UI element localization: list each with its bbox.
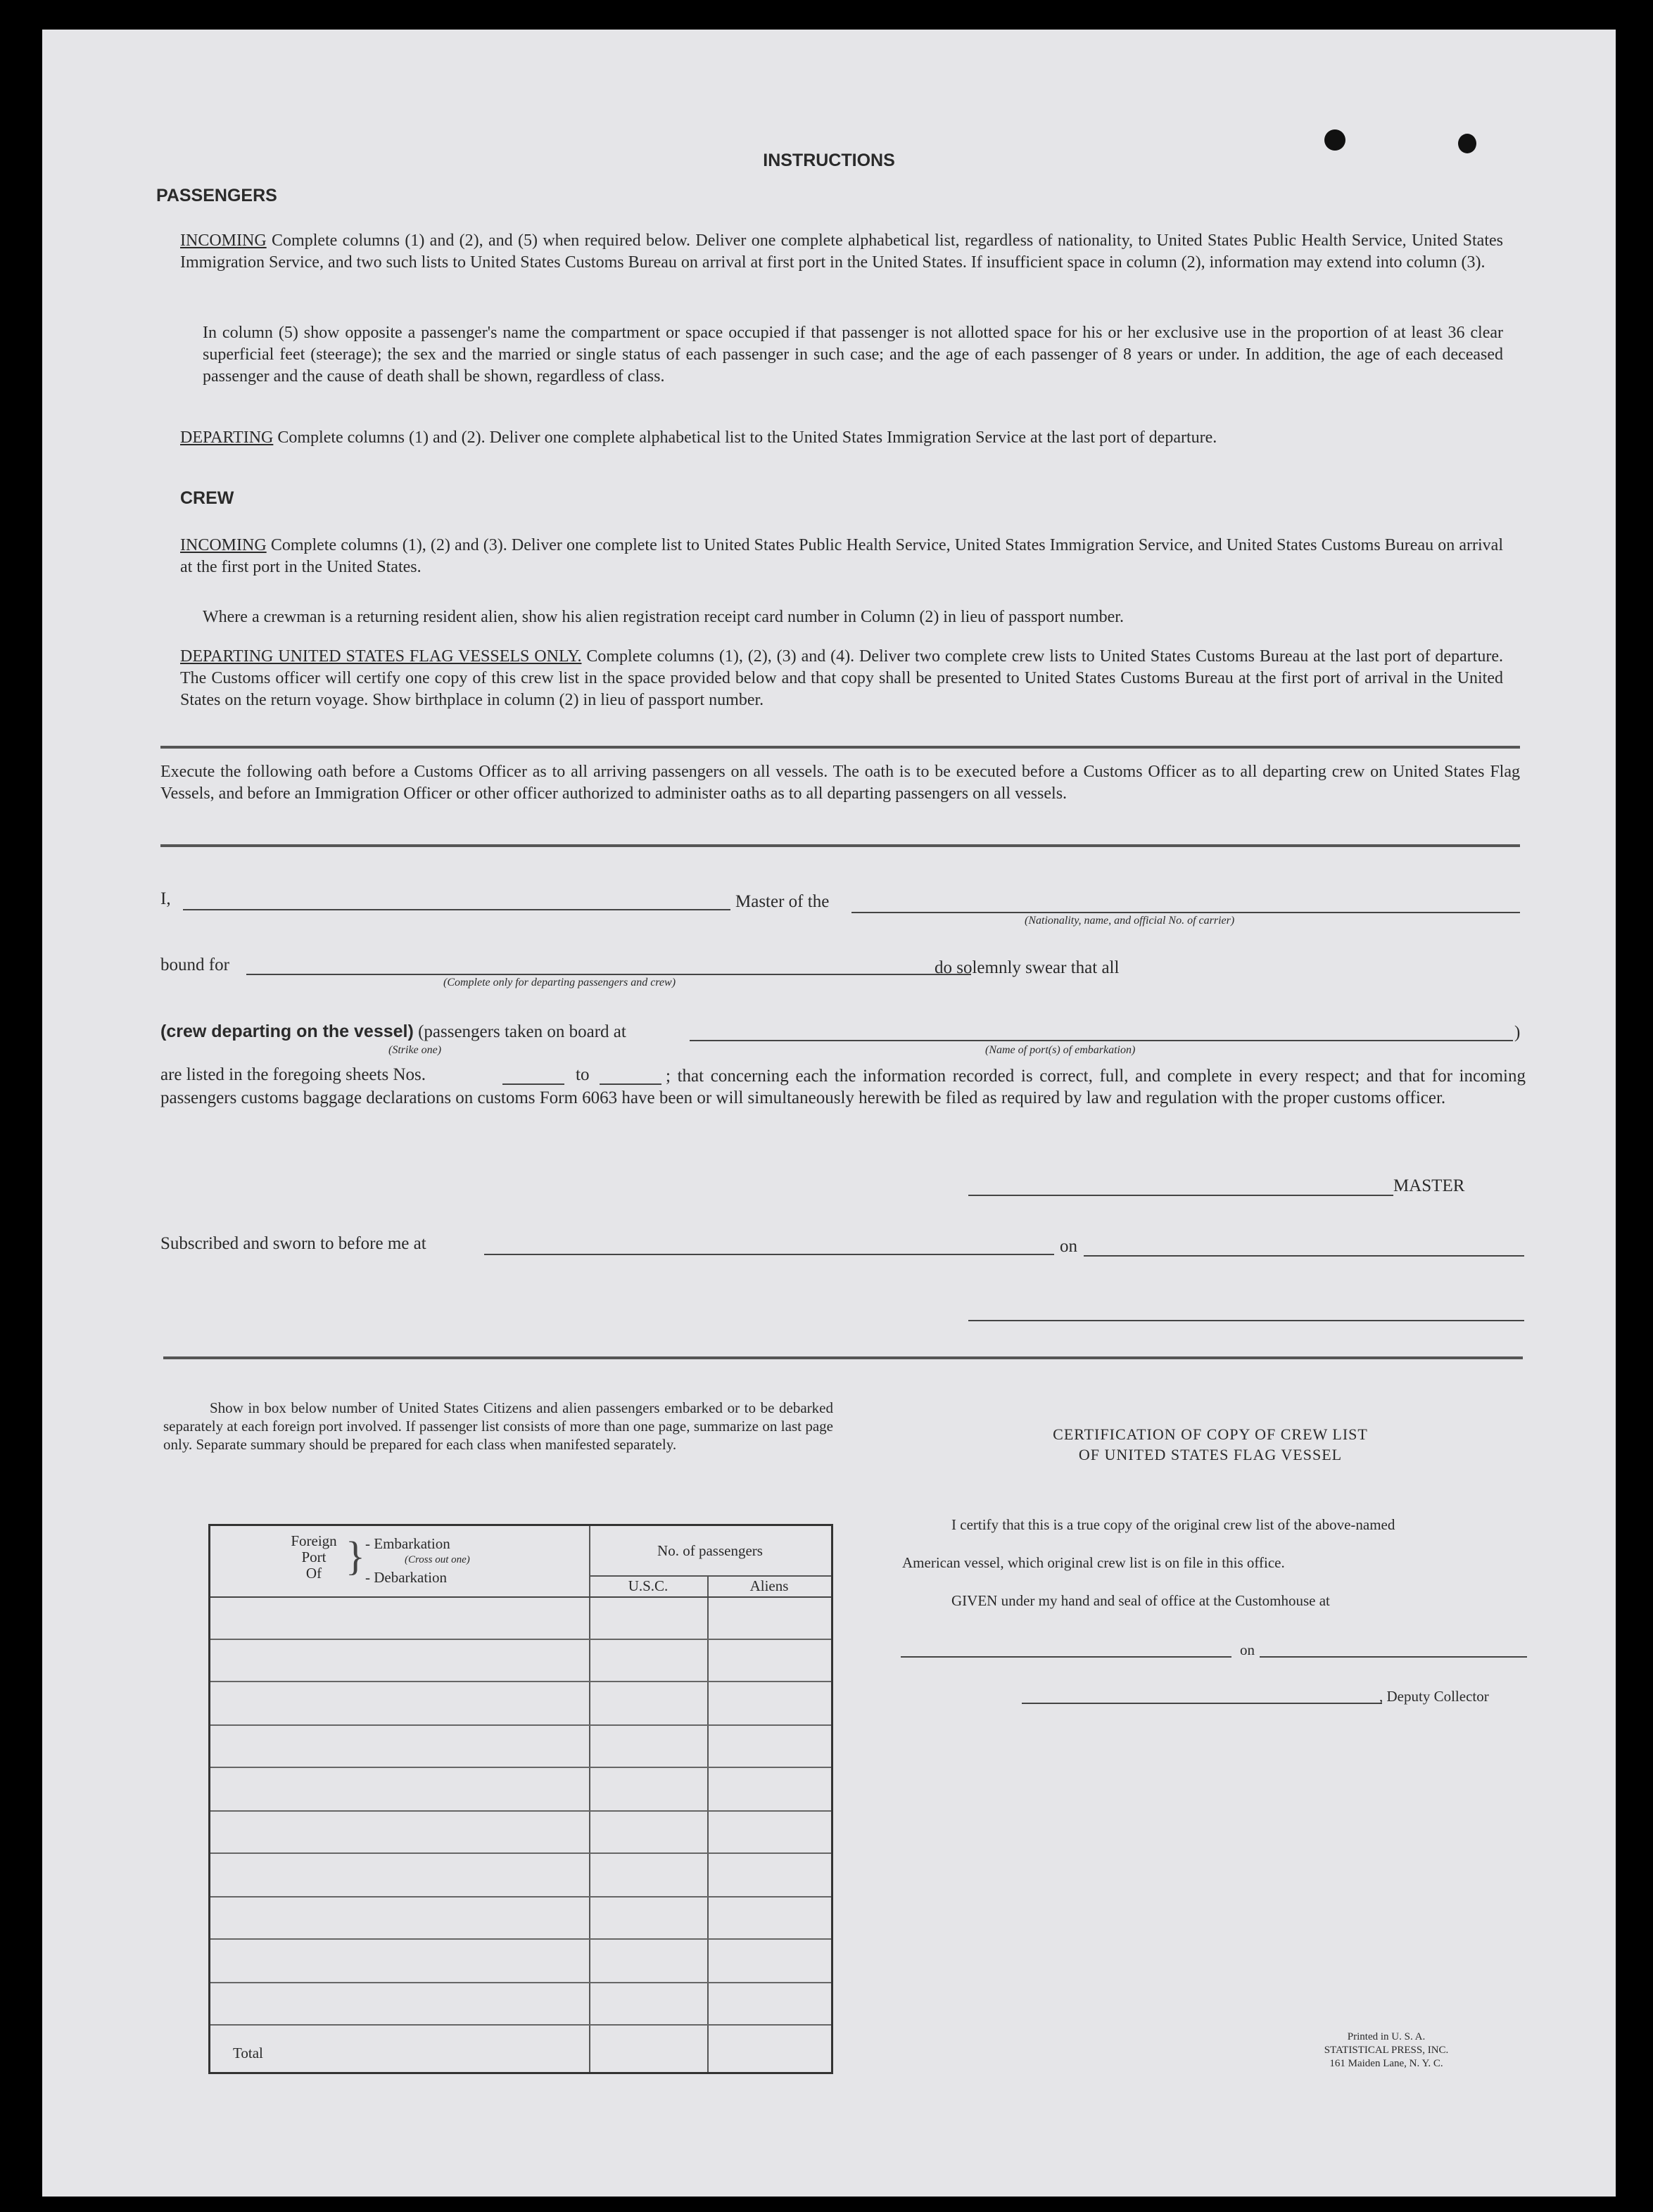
master-name-line[interactable] <box>183 909 730 910</box>
cross-out-caption: (Cross out one) <box>405 1554 470 1565</box>
usc-column-header: U.S.C. <box>628 1577 669 1594</box>
table-row-rule <box>210 2024 831 2026</box>
table-row-rule <box>210 1681 831 1682</box>
close-paren: ) <box>1514 1023 1521 1042</box>
bound-caption: (Complete only for departing passengers and crew) <box>443 977 676 989</box>
certification-on-label: on <box>1240 1641 1255 1658</box>
passengers-departing-text: Complete columns (1) and (2). Deliver one complete alphabetical list to the United States Immigration Service at the last port of departure. <box>277 428 1217 447</box>
subscribed-label: Subscribed and sworn to before me at <box>160 1234 426 1253</box>
printer-line-1: Printed in U. S. A. <box>1347 2031 1426 2042</box>
deputy-collector-line[interactable] <box>1022 1703 1382 1704</box>
crew-alien-paragraph: Where a crewman is a returning resident alien, show his alien registration receipt card number in Column (2) in lieu of passport number. <box>203 608 1124 626</box>
given-text: GIVEN under my hand and seal of office at the Customhouse at <box>951 1592 1330 1609</box>
table-header-rule <box>210 1596 831 1598</box>
oath-body-text: ; that concerning each the information recorded is correct, full, and complete in every respect; and that for incoming passengers customs baggage declarations on customs Form 6063 have been or will simultaneously herewith be filed as required by law and regulation with the proper customs officer. <box>160 1067 1526 1107</box>
table-divider-usc <box>707 1575 709 2072</box>
total-label: Total <box>233 2045 263 2061</box>
sheets-to-label: to <box>576 1065 590 1084</box>
crew-departing-label: DEPARTING UNITED STATES FLAG VESSELS ONLY. <box>180 647 582 666</box>
crew-departing-paragraph <box>180 646 1503 711</box>
summary-note: Show in box below number of United States Citizens and alien passengers embarked or to be debarked separately at each foreign port involved. If passenger list consists of more than one page, summarize on last page only. Separate summary should be prepared for each class when manifested separately. <box>163 1399 833 1453</box>
of-word: Of <box>305 1565 322 1582</box>
section-divider-3 <box>163 1356 1523 1359</box>
crew-incoming-text: Complete columns (1), (2) and (3). Deliver one complete list to United States Public Health Service, United States Immigration Service, and United States Customs Bureau on arrival at the first port in the United States. <box>180 536 1503 576</box>
master-signature-line[interactable] <box>968 1195 1393 1196</box>
no-of-passengers-header: No. of passengers <box>657 1542 763 1559</box>
master-of-label: Master of the <box>735 892 830 911</box>
bound-for-label: bound for <box>160 955 229 974</box>
passengers-incoming-paragraph <box>180 230 1503 274</box>
port-caption: (Name of port(s) of embarkation) <box>985 1044 1136 1056</box>
port-word: Port <box>301 1549 327 1565</box>
crew-incoming-label: INCOMING <box>180 536 267 554</box>
certify-line-2: American vessel, which original crew list is on file in this office. <box>902 1554 1285 1571</box>
table-row-rule <box>210 1938 831 1940</box>
table-row-rule <box>210 1639 831 1640</box>
foreign-port-of-label <box>289 1533 338 1582</box>
subscribed-date-line[interactable] <box>1084 1255 1524 1257</box>
certification-title-line-1: CERTIFICATION OF COPY OF CREW LIST <box>1053 1425 1368 1443</box>
section-divider-1 <box>160 746 1520 749</box>
page-title: INSTRUCTIONS <box>763 151 895 170</box>
oath-i-label: I, <box>160 889 171 908</box>
certification-date-line[interactable] <box>1260 1656 1527 1658</box>
oath-body <box>160 1065 1526 1109</box>
passengers-column5-paragraph: In column (5) show opposite a passenger's name the compartment or space occupied if that passenger is not allotted space for his or her exclusive use in the proportion of at least 36 clear superficial feet (steerage); the sex and the married or single status of each passenger in such case; and the age of each passenger of 8 years or under. In addition, the age of each deceased passenger and the cause of death shall be shown, regardless of class. <box>203 324 1503 386</box>
certification-title-line-2: OF UNITED STATES FLAG VESSEL <box>1078 1446 1343 1463</box>
passengers-heading: PASSENGERS <box>156 186 277 205</box>
embarkation-port-line[interactable] <box>690 1040 1513 1041</box>
passengers-incoming-label: INCOMING <box>180 231 267 250</box>
aliens-column-header: Aliens <box>749 1577 789 1594</box>
certification-title <box>901 1424 1520 1465</box>
printer-line-2: STATISTICAL PRESS, INC. <box>1324 2045 1449 2056</box>
strike-caption: (Strike one) <box>388 1044 442 1056</box>
officer-signature-line[interactable] <box>968 1320 1524 1321</box>
master-signature-label: MASTER <box>1393 1176 1465 1195</box>
table-row-rule <box>210 1810 831 1812</box>
passengers-departing-label: DEPARTING <box>180 428 274 447</box>
passengers-departing-paragraph <box>180 427 1503 449</box>
crew-passengers-line <box>160 1022 626 1042</box>
oath-instructions: Execute the following oath before a Customs Officer as to all arriving passengers on all vessels. The oath is to be executed before a Customs Officer as to all departing crew on United States Flag Vessels, and before an Immigration Officer or other officer authorized to administer oaths as to all departing passengers on all vessels. <box>160 763 1520 803</box>
table-row-rule <box>210 1767 831 1768</box>
crew-departing-choice: (crew departing on the vessel) <box>160 1022 414 1041</box>
subscribed-place-line[interactable] <box>484 1254 1054 1255</box>
table-row-rule <box>210 1982 831 1983</box>
debarkation-option[interactable]: - Debarkation <box>365 1569 448 1586</box>
table-row-rule <box>210 1896 831 1898</box>
carrier-line[interactable] <box>851 912 1520 913</box>
subscribed-on-label: on <box>1060 1237 1077 1256</box>
deputy-collector-label: , Deputy Collector <box>1379 1688 1489 1705</box>
section-divider-2 <box>160 844 1520 847</box>
table-divider-port <box>589 1526 590 2072</box>
foreign-word: Foreign <box>291 1532 337 1549</box>
table-row-rule <box>210 1852 831 1854</box>
printer-imprint <box>1295 2030 1478 2071</box>
bound-for-line[interactable] <box>246 974 971 975</box>
embarkation-option[interactable]: - Embarkation <box>365 1535 450 1552</box>
table-row-rule <box>210 1724 831 1726</box>
crew-incoming-paragraph <box>180 535 1503 578</box>
certify-line-1: I certify that this is a true copy of the original crew list of the above-named <box>951 1516 1395 1533</box>
ink-blot-left <box>1324 129 1345 151</box>
passenger-summary-table <box>208 1524 833 2074</box>
sheets-label: are listed in the foregoing sheets Nos. <box>160 1065 426 1084</box>
brace-icon: } <box>346 1533 365 1579</box>
passengers-taken-choice: (passengers taken on board at <box>418 1022 626 1041</box>
crew-departing-text: Complete columns (1), (2), (3) and (4). Deliver two complete crew lists to United States Customs Bureau at the last port of departure. The Customs officer will certify one copy of this crew list in the space provided below and that copy shall be presented to United States Customs Bureau at the first port of arrival in the United States on the return voyage. Show birthplace in column (2) in lieu of passport number. <box>180 647 1503 709</box>
swear-label: do solemnly swear that all <box>935 958 1120 977</box>
carrier-caption: (Nationality, name, and official No. of carrier) <box>1025 915 1235 927</box>
printer-line-3: 161 Maiden Lane, N. Y. C. <box>1329 2058 1443 2069</box>
passengers-incoming-text: Complete columns (1) and (2), and (5) when required below. Deliver one complete alphabetical list, regardless of nationality, to United States Public Health Service, United States Immigration Service, and two such lists to United States Customs Bureau on arrival at first port in the United States. If insufficient space in column (2), information may extend into column (3). <box>180 231 1503 272</box>
crew-heading: CREW <box>180 488 234 508</box>
document-page <box>42 30 1616 2197</box>
customhouse-line[interactable] <box>901 1656 1231 1658</box>
